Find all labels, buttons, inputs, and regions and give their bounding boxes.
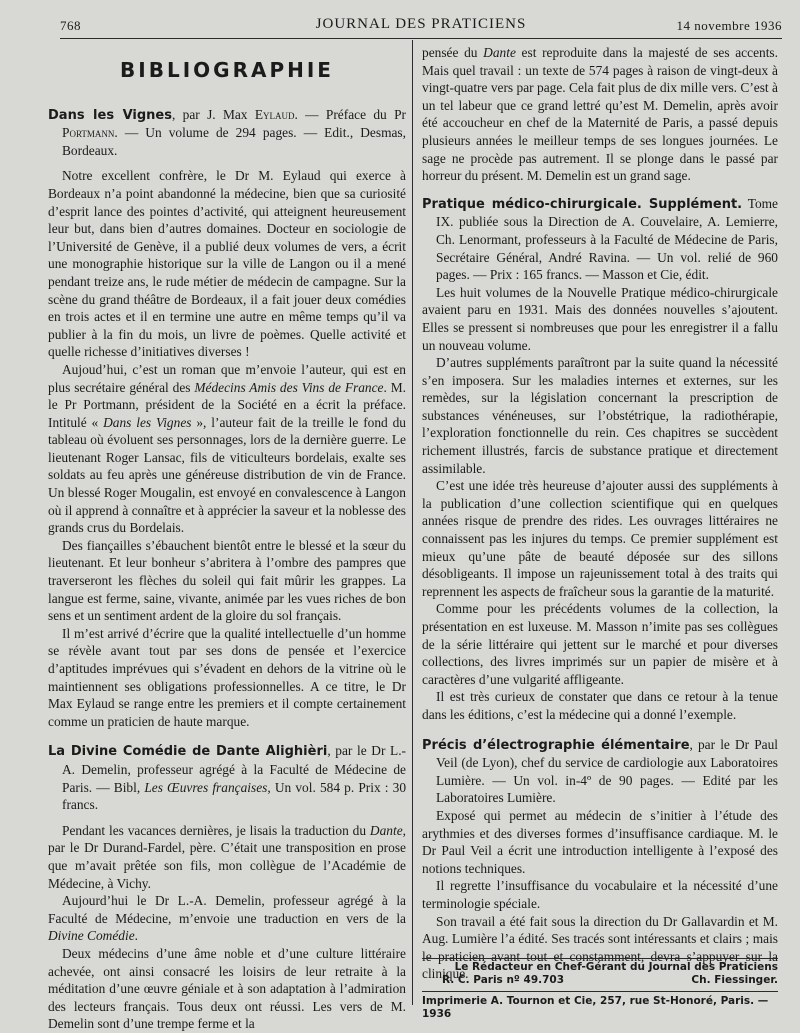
book-title: Pratique médico-chirurgicale. Supplément. xyxy=(422,196,743,212)
review-precis-electrographie xyxy=(422,736,778,983)
entry-heading: Pratique médico-chirurgicale. Supplément. Tome IX. publiée sous la Direction de A. Couvelaire, A. Lemierre, Ch. Lenormant, professeurs à la Faculté de Médecine de Paris, Secrétaire Général, André Ravina. — Un vol. relié de 960 pages. — Prix : 165 francs. — Masson et Cie, édit. xyxy=(422,195,778,283)
paragraph: pensée du Dante est reproduite dans la majesté de ses accents. Mais quel travail : un texte de 574 pages à raison de vingt-deux à vingt-quatre vers par page. Cela fait plus de dix mille vers. C’est à un tel labeur que ce grand lettré qu’est M. Demelin, après avoir été accoucheur en chef de la Maternité de Paris, a passé depuis plusieurs années le meilleur temps de ses longues journées. Le sage ne procède pas autrement. Il se plonge dans le passé par horreur du présent. M. Demelin est un grand sage. xyxy=(422,45,778,184)
paragraph: Deux médecins d’une âme noble et d’une culture littéraire achevée, ont ainsi consacré les loisirs de leur retraite à la méditation d’une œuvre géniale et à son adaptation à l’admiration des lecteurs français. Tous deux ont réussi. Les vers de M. Demelin sont d’une trempe ferme et la xyxy=(48,945,406,1032)
paragraph: Des fiançailles s’ébauchent bientôt entre le blessé et la sœur du lieutenant. Et leur bonheur s’abritera à l’ombre des pampres que traverseront les flèches du soleil qui fait mûrir les grappes. La langue est ferme, saine, vivante, animée par les vues riches de bon sens et un sentiment ardent de la gloire du sol français. xyxy=(48,537,406,624)
entry-heading: Dans les Vignes, par J. Max Eylaud. — Préface du Pr Portmann. — Un volume de 294 pages. — Edit., Desmas, Bordeaux. xyxy=(48,106,406,158)
entry-heading: Précis d’électrographie élémentaire, par le Dr Paul Veil (de Lyon), chef du service de cardiologie aux Laboratoires Lumière. — Un vol. in-4º de 90 pages. — Edité par les Laboratoires Lumière. xyxy=(422,736,778,806)
book-title: Précis d’électrographie élémentaire xyxy=(422,737,690,753)
issue-date: 14 novembre 1936 xyxy=(676,18,782,33)
editor-line: Le Rédacteur en Chef-Gérant du Journal des Praticiens xyxy=(454,961,778,973)
paragraph: Il est très curieux de constater que dans ce retour à la tenue dans les éditions, c’est la médecine qui a donné l’exemple. xyxy=(422,689,778,722)
paragraph: C’est une idée très heureuse d’ajouter aussi des suppléments à la publication d’une collection scientifique qui en quelques années risque de prendre des rides. Les ouvrages littéraires ne connaissent pas les injures du temps. Ce premier supplément est mieux qu’une pâte de beauté déposée sur des sillons désobligeants. Il impose un rajeunissement total à des traits qui reprennent les aspects de fraîcheur sous la garantie de la maturité. xyxy=(422,478,778,599)
paragraph: Comme pour les précédents volumes de la collection, la présentation en est luxeuse. M. Masson n’imite pas ses collègues de la série littéraire qui jettent sur le marché et pour diverses collections, des livres imprimés sur un papier de misère et à caractères d’une vulgarité affligeante. xyxy=(422,601,778,687)
paragraph: Son travail a été fait sous la direction du Dr Gallavardin et M. Aug. Lumière l’a édité. Ses tracés sont intéressants et clairs ; mais le praticien avant tout et constamment, devra s’appuyer sur la clinique. xyxy=(422,913,778,982)
page-footer xyxy=(422,958,778,1021)
printer-imprint: Imprimerie A. Tournon et Cie, 257, rue St-Honoré, Paris. — 1936 xyxy=(422,991,778,1021)
paragraph: D’autres suppléments paraîtront par la suite quand la nécessité s’en imposera. Sur les maladies internes et externes, sur les remèdes, sur la législation concernant la prescription de substances vénéneuses, sur l’obstétrique, la radiothérapie, l’exploration fonctionnelle du rein. Ces chapitres se succèdent richement illustrés, farcis de substance pratique et directement assimilable. xyxy=(422,355,778,476)
paragraph: Les huit volumes de la Nouvelle Pratique médico-chirurgicale avaient paru en 1931. Mais des données nouvelles s’ajoutent. Elles se pressent si nombreuses que pour les enregistrer il a fallu un nouveau volume. xyxy=(422,284,778,353)
review-divine-comedie xyxy=(48,742,406,1033)
section-title: BIBLIOGRAPHIE xyxy=(120,58,334,82)
review-pratique-medico-chirurgicale xyxy=(422,195,778,724)
column-divider xyxy=(412,40,413,1005)
paragraph: Notre excellent confrère, le Dr M. Eylaud qui exerce à Bordeaux n’a point abandonné la médecine, bien que sa curiosité d’esprit lance des pointes d’activité, qui atteignent heureusement leur but, dans bien d’autres domaines. Docteur en sociologie de l’Université de Genève, il a publié deux volumes de vers, a écrit une monographie historique sur la ville de Langon ou il a mené pendant treize ans, le rude métier de médecin de campagne. Sur la scène du grand théâtre de Bordeaux, il a fait jouer deux comédies en trois actes et il en termine une autre en même temps qu’il va publier à la fin du mois, un livre de poèmes. Quelle activité et quelle richesse d’initiatives diverses ! xyxy=(48,168,406,360)
register-number: R. C. Paris nº 49.703 xyxy=(442,974,565,986)
journal-title: JOURNAL DES PRATICIENS xyxy=(315,16,527,32)
author-name: Eylaud xyxy=(254,106,295,122)
paragraph: Aujourd’hui le Dr L.-A. Demelin, professeur agrégé à la Faculté de Médecine, m’envoie une traduction en vers de la Divine Comédie. xyxy=(48,893,406,944)
paragraph: Aujoud’hui, c’est un roman que m’envoie l’auteur, qui est en plus secrétaire général des Médecins Amis des Vins de France. M. le Pr Portmann, président de la Société en a écrit la préface. Intitulé « Dans les Vignes », l’auteur fait de la treille le fond du tableau où évoluent ses personnages, lors de la dernière guerre. Le lieutenant Roger Lansac, fils de viticulteurs bordelais, exalte ses soldats au feu après une généreuse distribution de vin de France. Un blessé Roger Mougalin, est envoyé en convalescence à Langon où il apprend à connaître et à apprécier la saveur et la noblesse des grands crus du Bordelais. xyxy=(48,361,407,536)
paragraph: Il regrette l’insuffisance du vocabulaire et la nécessité d’une terminologie spéciale. xyxy=(422,878,778,911)
paragraph: Il m’est arrivé d’écrire que la qualité intellectuelle d’un homme se révèle avant tout par ses dons de pensée et l’exercice d’aptitudes imprévues qui s’évadent en dehors de la vitrine où le maintiennent ses obligations professionnelles. A ce titre, le Dr Max Eylaud se range entre les premiers et il compte certainement comme un praticien de haute marque. xyxy=(48,625,406,729)
page-number: 768 xyxy=(60,18,81,33)
page-header xyxy=(60,14,782,39)
book-title: La Divine Comédie de Dante Alighièri xyxy=(48,744,328,760)
paragraph: Pendant les vacances dernières, je lisais la traduction du Dante, par le Dr Durand-Fardel, père. C’était une transposition en prose que m’avait prêtée son fils, mon collègue de l’Académie de Médecine, à Vichy. xyxy=(48,822,406,891)
left-column xyxy=(48,44,406,1033)
right-column xyxy=(422,44,778,983)
review-dans-les-vignes xyxy=(48,106,406,731)
book-title: Dans les Vignes xyxy=(48,107,172,123)
editor-signature: Ch. Fiessinger. xyxy=(691,974,778,986)
paragraph: Exposé qui permet au médecin de s’initier à l’étude des arythmies et des diverses formes d’insuffisance cardiaque. M. le Dr Paul Veil a écrit une introduction intelligente à l’exposé des notions techniques. xyxy=(422,807,778,876)
entry-heading: La Divine Comédie de Dante Alighièri, par le Dr L.-A. Demelin, professeur agrégé à la Faculté de Médecine de Paris. — Bibl, Les Œuvres françaises, Un vol. 584 p. Prix : 30 francs. xyxy=(48,743,407,813)
